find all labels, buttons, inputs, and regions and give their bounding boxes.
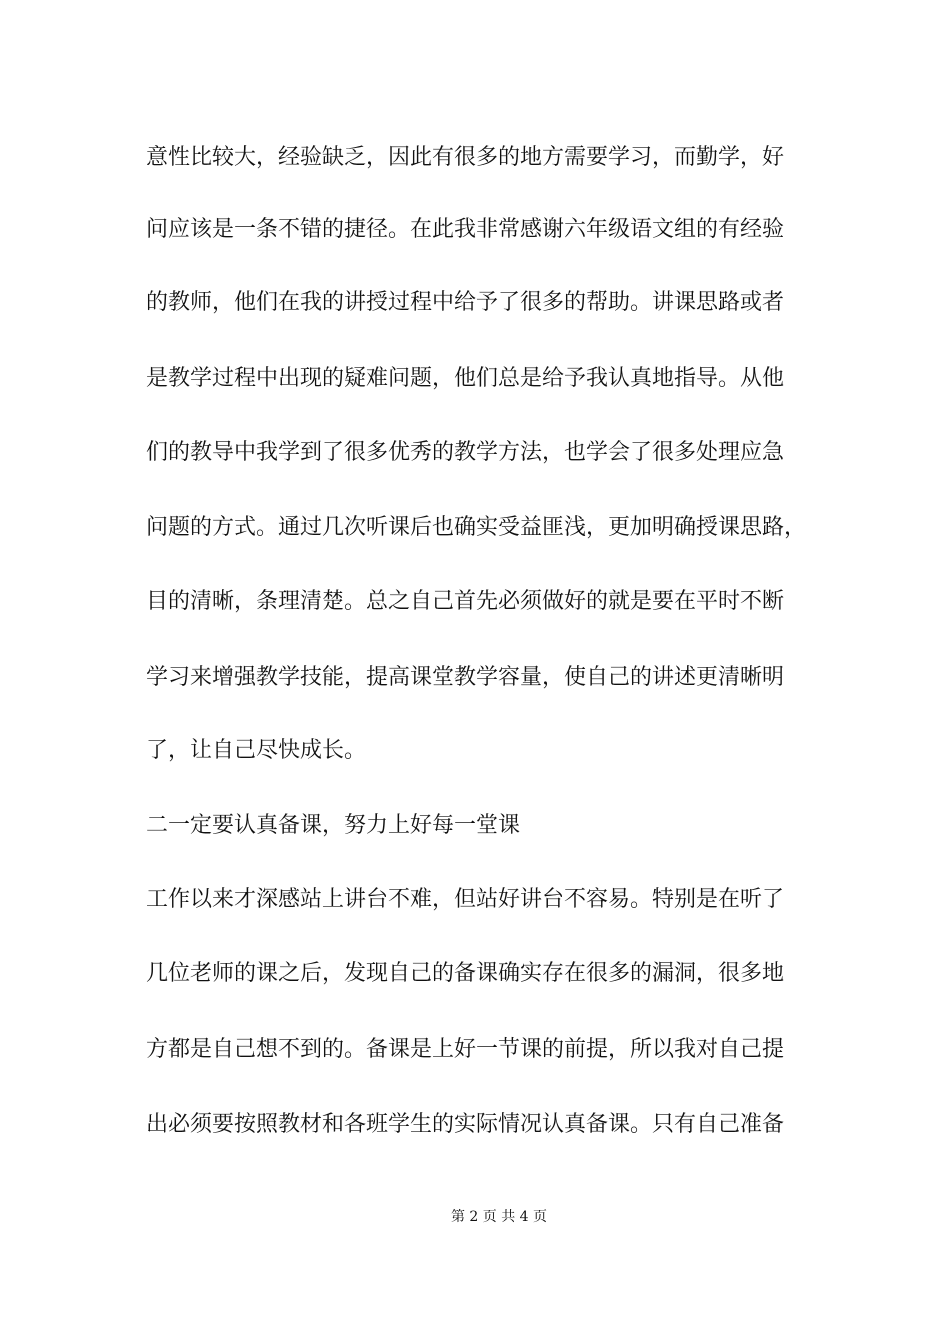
body-text-line: 方都是自己想不到的。备课是上好一节课的前提，所以我对自己提	[146, 1037, 785, 1062]
body-text-line: 意性比较大，经验缺乏，因此有很多的地方需要学习，而勤学，好	[146, 145, 785, 170]
body-text-line: 问题的方式。通过几次听课后也确实受益匪浅，更加明确授课思路，	[146, 515, 807, 540]
section-heading: 二一定要认真备课，努力上好每一堂课	[146, 813, 521, 838]
body-text-line: 学习来增强教学技能，提高课堂教学容量，使自己的讲述更清晰明	[146, 665, 785, 690]
body-text-line: 的教师，他们在我的讲授过程中给予了很多的帮助。讲课思路或者	[146, 290, 785, 315]
body-text-line: 工作以来才深感站上讲台不难，但站好讲台不容易。特别是在听了	[146, 887, 785, 912]
body-text-line: 们的教导中我学到了很多优秀的教学方法，也学会了很多处理应急	[146, 440, 785, 465]
body-text-line: 了，让自己尽快成长。	[146, 738, 367, 763]
body-text-line: 目的清晰，条理清楚。总之自己首先必须做好的就是要在平时不断	[146, 589, 785, 614]
body-text-line: 几位老师的课之后，发现自己的备课确实存在很多的漏洞，很多地	[146, 961, 785, 986]
body-text-line: 是教学过程中出现的疑难问题，他们总是给予我认真地指导。从他	[146, 366, 785, 391]
page-number-footer: 第 2 页 共 4 页	[450, 1209, 548, 1225]
body-text-line: 出必须要按照教材和各班学生的实际情况认真备课。只有自己准备	[146, 1112, 785, 1137]
body-text-line: 问应该是一条不错的捷径。在此我非常感谢六年级语文组的有经验	[146, 217, 785, 242]
